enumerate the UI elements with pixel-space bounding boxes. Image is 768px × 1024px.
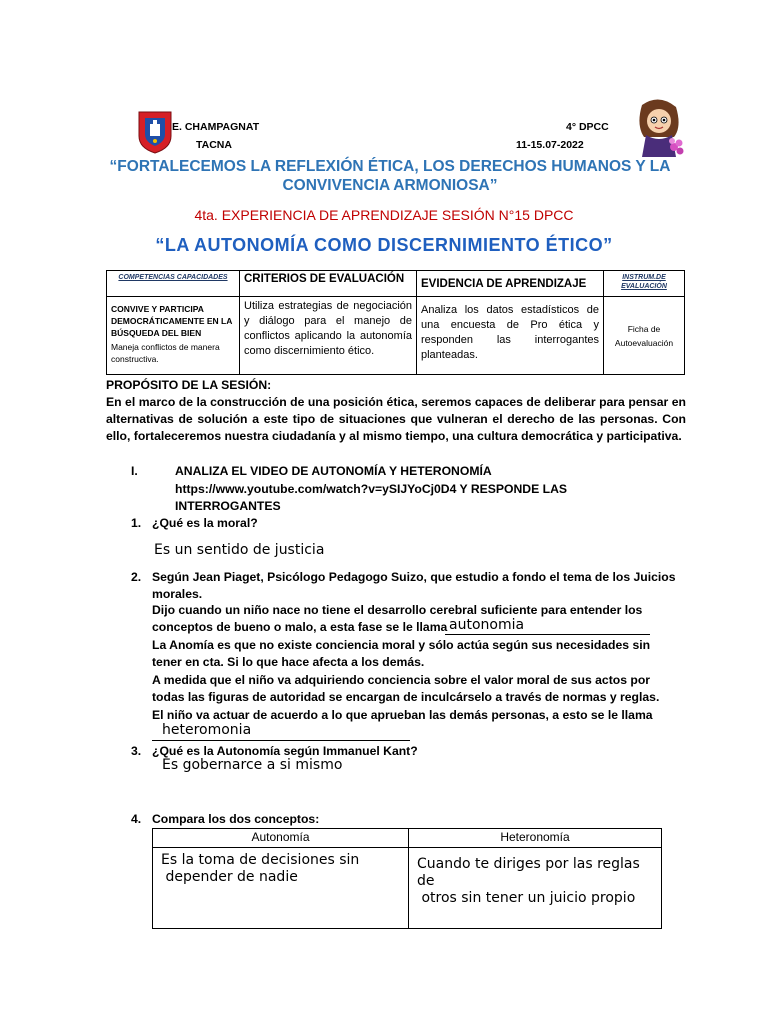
- q2-line9: El niño va actuar de acuerdo a lo que aprueban las demás personas, a esto se le llama: [152, 708, 653, 722]
- section-title: ANALIZA EL VIDEO DE AUTONOMÍA Y HETERONOMÍA: [175, 464, 492, 478]
- q1-number: 1.: [131, 516, 142, 530]
- grade-label: 4° DPCC: [566, 121, 609, 133]
- header-instrumento: INSTRUM.DE EVALUACIÓN: [604, 271, 685, 297]
- section-title-cont: INTERROGANTES: [175, 499, 281, 513]
- main-title: “LA AUTONOMÍA COMO DISCERNIMIENTO ÉTICO”: [155, 235, 613, 255]
- section-number: I.: [131, 464, 138, 478]
- q2-line5: La Anomía es que no existe conciencia moral y sólo actúa según sus necesidades sin: [152, 638, 651, 652]
- competency-cell: [107, 297, 240, 375]
- school-name: E. CHAMPAGNAT: [172, 121, 260, 133]
- col-heteronomia-header: Heteronomía: [409, 829, 662, 848]
- competency-table: [106, 270, 685, 375]
- school-city: TACNA: [196, 139, 232, 151]
- header-criterios: CRITERIOS DE EVALUACIÓN: [240, 271, 417, 297]
- school-crest-logo: [137, 110, 173, 154]
- evidence-cell: Analiza los datos estadísticos de una encuesta de Pro ética y responden las interrogantes planteadas.: [417, 297, 604, 375]
- q3-text: ¿Qué es la Autonomía según Immanuel Kant?: [152, 744, 418, 758]
- q2-line4: conceptos de bueno o malo, a esta fase se le llama: [152, 620, 448, 634]
- header-competencias: COMPETENCIAS CAPACIDADES: [107, 271, 240, 297]
- q3-answer: Es gobernarce a si mismo: [162, 757, 343, 773]
- q2-line8: todas las figuras de autoridad se encargan de inculcárselo a través de normas y reglas.: [152, 690, 660, 704]
- q2-line1: Según Jean Piaget, Psicólogo Pedagogo Suizo, que estudio a fondo el tema de los Juicios: [152, 570, 676, 584]
- col-autonomia-header: Autonomía: [153, 829, 409, 848]
- criteria-cell: Utiliza estrategias de negociación y diálogo para el manejo de conflictos aplicando la autonomía como discernimiento ético.: [240, 297, 417, 375]
- purpose-label: PROPÓSITO DE LA SESIÓN:: [106, 378, 272, 392]
- q1-text: ¿Qué es la moral?: [152, 516, 258, 530]
- q2-answer1-blank: [445, 616, 650, 635]
- date-label: 11-15.07-2022: [516, 139, 584, 151]
- cartoon-girl-illustration: [630, 97, 688, 159]
- q2-line2: morales.: [152, 587, 203, 601]
- autonomia-answer-line1: Es la toma de decisiones sin: [161, 852, 360, 868]
- competency-title: CONVIVE Y PARTICIPA DEMOCRÁTICAMENTE EN LA BÚSQUEDA DEL BIEN: [111, 304, 233, 338]
- session-title: 4ta. EXPERIENCIA DE APRENDIZAJE SESIÓN N°15 DPCC: [194, 207, 574, 223]
- q2-number: 2.: [131, 570, 142, 584]
- q2-answer2-blank: [152, 721, 410, 741]
- header-evidencia: EVIDENCIA DE APRENDIZAJE: [417, 271, 604, 297]
- autonomia-answer-cell: [153, 848, 409, 929]
- q2-answer1: autonomia: [449, 617, 525, 633]
- q2-line6: tener en cta. Si lo que hace afecta a los demás.: [152, 655, 425, 669]
- q2-answer2: heteromonia: [162, 722, 252, 738]
- heteronomia-answer-line2: otros sin tener un juicio propio: [417, 890, 636, 906]
- q4-number: 4.: [131, 812, 142, 826]
- purpose-text: En el marco de la construcción de una posición ética, seremos capaces de deliberar para pensar en alternativas de solución a este tipo de situaciones que vulneran el derecho de las personas. Con ello, fortaleceremos nuestra ciudadanía y al mismo tiempo, una cultura democrática y participativa.: [106, 395, 686, 443]
- instrument-cell: Ficha de Autoevaluación: [604, 297, 685, 375]
- capacity-text: Maneja conflictos de manera constructiva.: [111, 342, 220, 364]
- q3-number: 3.: [131, 744, 142, 758]
- q1-answer: Es un sentido de justicia: [154, 542, 325, 558]
- q2-line7: A medida que el niño va adquiriendo conciencia sobre el valor moral de sus actos por: [152, 673, 651, 687]
- heteronomia-answer-line1: Cuando te diriges por las reglas de: [417, 856, 640, 889]
- slogan-title: “FORTALECEMOS LA REFLEXIÓN ÉTICA, LOS DERECHOS HUMANOS Y LA CONVIVENCIA ARMONIOSA”: [109, 158, 671, 194]
- q2-line3: Dijo cuando un niño nace no tiene el desarrollo cerebral suficiente para entender los: [152, 603, 643, 617]
- autonomia-answer-line2: depender de nadie: [161, 869, 298, 885]
- video-link: https://www.youtube.com/watch?v=ySIJYoCj0D4 Y RESPONDE LAS: [175, 482, 567, 496]
- q4-text: Compara los dos conceptos:: [152, 812, 320, 826]
- comparison-table: [152, 828, 662, 929]
- heteronomia-answer-cell: [409, 848, 662, 929]
